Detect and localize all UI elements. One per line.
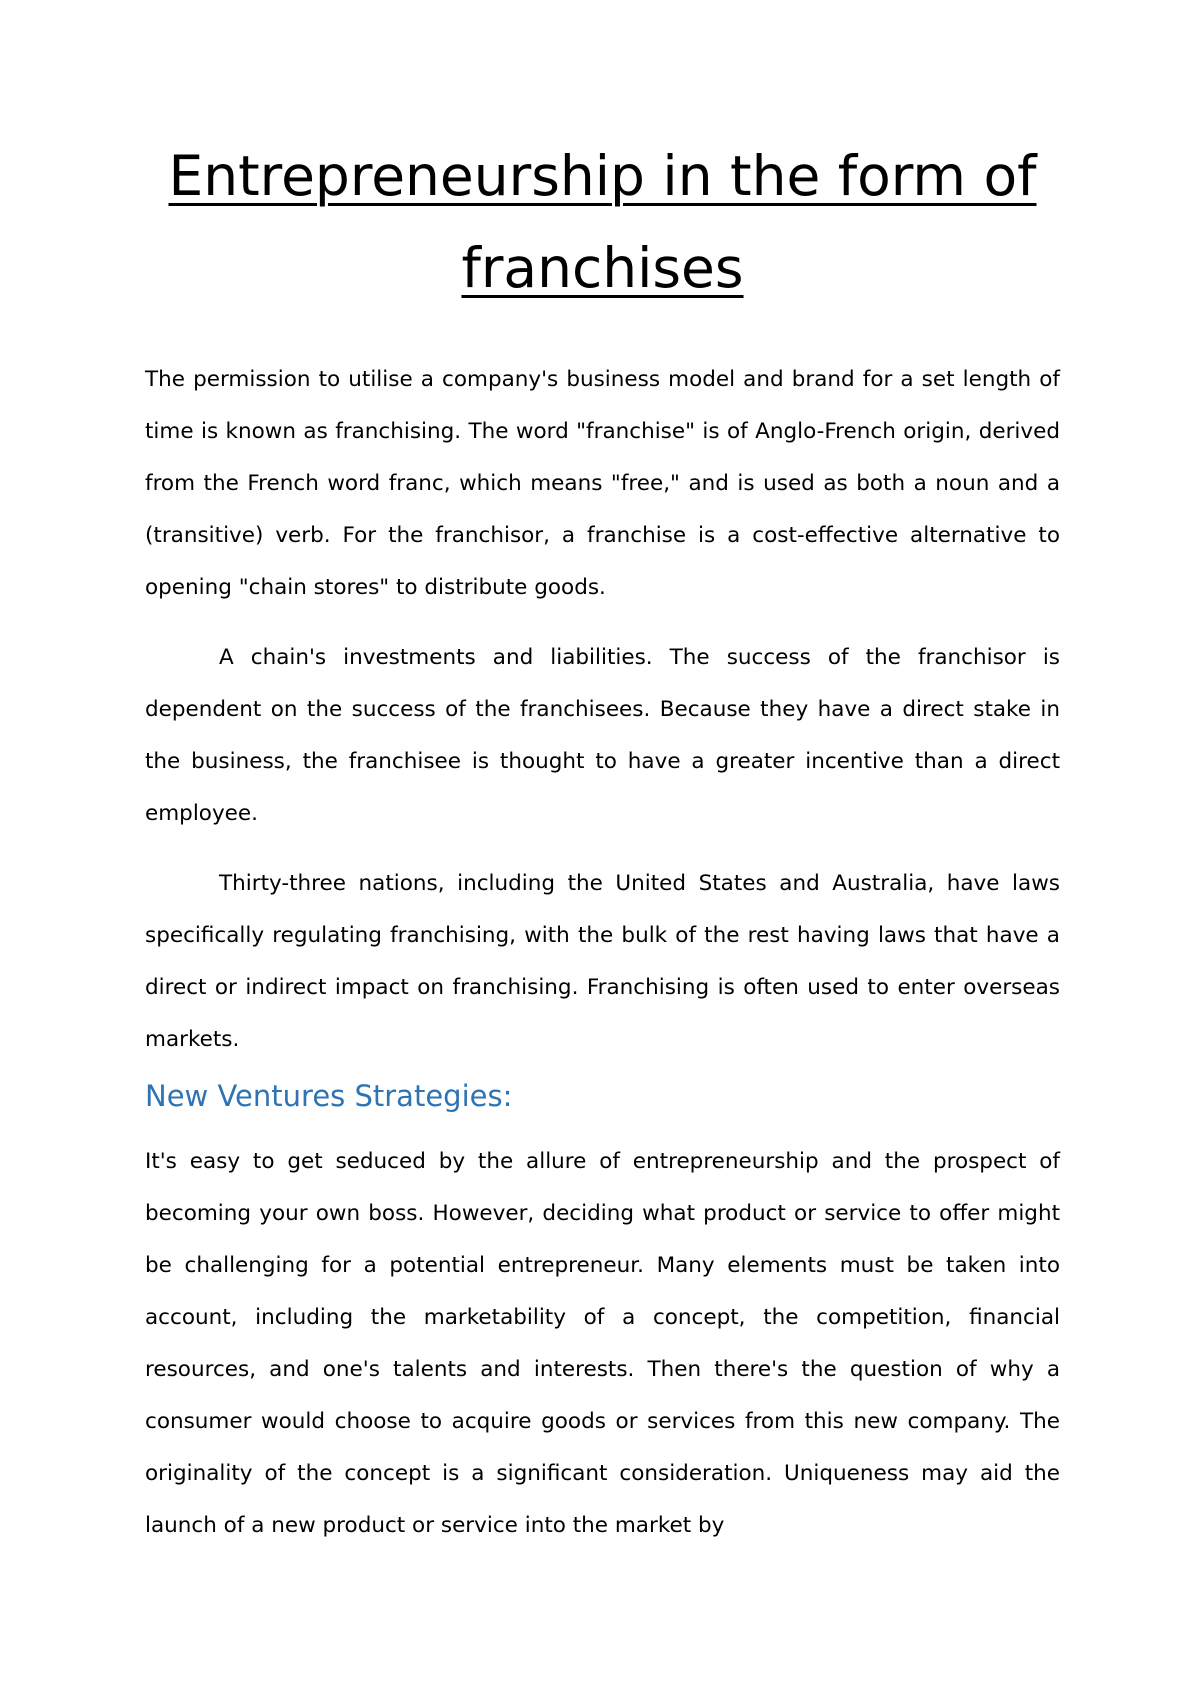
paragraph-franchising-definition: The permission to utilise a company's business model and brand for a set length of time is known as franchising. The word "franchise" is of Anglo-French origin, derived from the French word franc, which means "free," and is used as both a noun and a (transitive) verb. For the franchisor, a franchise is a cost-effective alternative to opening "chain stores" to distribute goods. (145, 367, 1060, 600)
document-title: Entrepreneurship in the form of franchises (168, 144, 1037, 300)
paragraph-new-ventures: It's easy to get seduced by the allure of entrepreneurship and the prospect of becoming your own boss. However, deciding what product or service to offer might be challenging for a potential entrepreneur. Many elements must be taken into account, including the marketability of a concept, the competition, financial resources, and one's talents and interests. Then there's the question of why a consumer would choose to acquire goods or services from this new company. The originality of the concept is a significant consideration. Uniqueness may aid the launch of a new product or service into the market by (145, 1149, 1060, 1538)
section-heading: New Ventures Strategies: (145, 1079, 513, 1113)
paragraph-franchise-chain: A chain's investments and liabilities. The success of the franchisor is dependent on the success of the franchisees. Because they have a direct stake in the business, the franchisee is thought to have a greater incentive than a direct employee. (145, 645, 1060, 826)
paragraph-franchise-laws: Thirty-three nations, including the United States and Australia, have laws specifically regulating franchising, with the bulk of the rest having laws that have a direct or indirect impact on franchising. Franchising is often used to enter overseas markets. (145, 871, 1060, 1052)
